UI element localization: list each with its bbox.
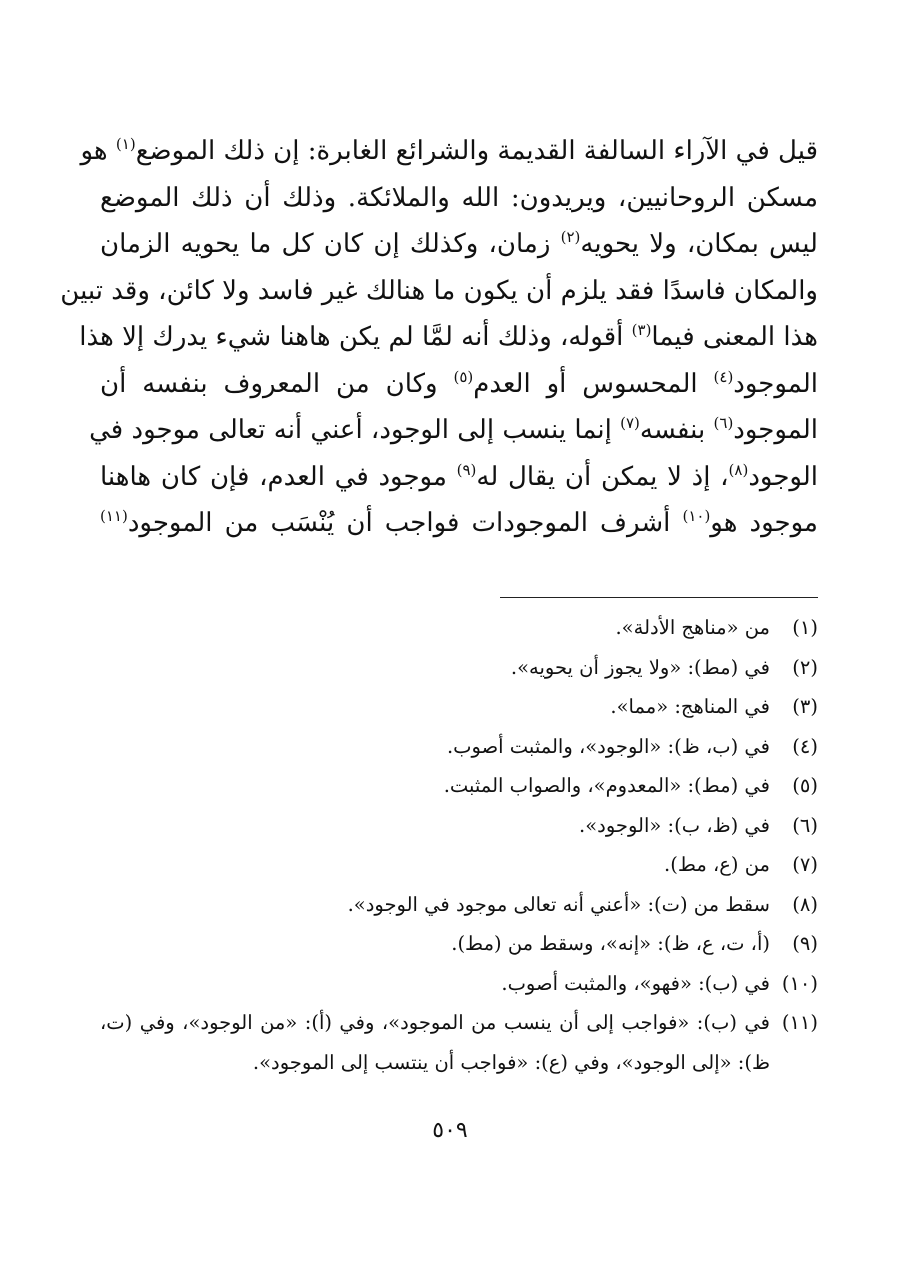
footnote-number: (١٠) xyxy=(781,971,818,995)
footnote-ref: (١) xyxy=(115,135,136,153)
footnote-ref: (٨) xyxy=(728,460,749,479)
footnote xyxy=(100,928,818,968)
text-run: مسكن الروحانيين، ويريدون: الله والملائكة. وذلك أن ذلك الموضع xyxy=(100,182,818,213)
text-run: ، إذ لا يمكن أن يقال له xyxy=(476,461,729,492)
footnote-text: في (مط): «المعدوم»، والصواب المثبت. xyxy=(443,774,770,797)
text-run: الوجود xyxy=(748,461,818,492)
footnote-ref: (٢) xyxy=(560,228,581,246)
text-run: قيل في الآراء السالفة القديمة والشرائع الغابرة: إن ذلك الموضع xyxy=(135,136,818,166)
footnote-text: في (ب): «فهو»، والمثبت أصوب. xyxy=(501,971,770,995)
footnote xyxy=(100,691,818,731)
text-line xyxy=(100,221,818,268)
footnote xyxy=(100,889,818,929)
page-number: ٥٠٩ xyxy=(432,1118,468,1143)
footnote-text: سقط من (ت): «أعني أنه تعالى موجود في الوجود». xyxy=(347,892,770,916)
footnote-number: (٥) xyxy=(792,774,818,797)
footnote-number: (١) xyxy=(792,616,818,639)
footnotes xyxy=(100,612,818,1083)
text-run: هذا المعنى فيما xyxy=(651,322,818,352)
footnote-text: في (ظ، ب): «الوجود». xyxy=(579,813,770,837)
text-line xyxy=(80,128,818,175)
footnote-number: (١١) xyxy=(781,1011,818,1034)
footnote xyxy=(100,1007,818,1083)
footnote xyxy=(100,731,818,771)
main-text xyxy=(60,128,818,547)
footnote-ref: (١٠) xyxy=(682,507,711,525)
text-line xyxy=(89,407,818,454)
footnote-text: في المناهج: «مما». xyxy=(610,695,770,718)
footnote-text: من «مناهج الأدلة». xyxy=(615,616,770,639)
footnote xyxy=(100,770,818,810)
footnote-text: في (ب): «فواجب إلى أن ينسب من الموجود»، وفي (أ): «من الوجود»، وفي (ت، ظ): «إلى الوجود»، وفي (ع): «فواجب أن ينتسب إلى الموجود». xyxy=(100,1011,770,1074)
text-run: موجود في العدم، فإن كان هاهنا xyxy=(100,461,457,492)
footnote-ref: (٣) xyxy=(631,321,652,339)
footnote-number: (٣) xyxy=(792,695,818,718)
footnote-number: (٩) xyxy=(792,932,818,955)
text-run: بنفسه xyxy=(639,415,714,445)
text-run: المحسوس أو العدم xyxy=(473,368,714,399)
footnote-number: (٤) xyxy=(792,734,818,758)
text-line xyxy=(60,268,818,315)
footnote xyxy=(100,810,818,850)
text-line xyxy=(100,175,818,222)
text-run: أقوله، وذلك أنه لمَّا لم يكن هاهنا شيء يدرك إلا هذا xyxy=(79,322,632,352)
footnote-ref: (٥) xyxy=(453,367,474,386)
footnote-number: (٢) xyxy=(792,655,818,679)
text-run: زمان، وكذلك إن كان كل ما يحويه الزمان xyxy=(100,229,561,259)
text-line xyxy=(100,500,818,547)
footnote xyxy=(100,849,818,889)
footnote-text: في (ب، ظ): «الوجود»، والمثبت أصوب. xyxy=(446,734,770,758)
footnote-number: (٧) xyxy=(792,853,818,876)
footnote xyxy=(100,968,818,1008)
text-line xyxy=(100,361,818,408)
text-run: موجود هو xyxy=(710,508,818,538)
footnote-text: (أ، ت، ع، ظ): «إنه»، وسقط من (مط). xyxy=(451,932,770,955)
footnote-ref: (٧) xyxy=(620,414,640,432)
text-line xyxy=(79,314,818,361)
footnote xyxy=(100,612,818,652)
text-run: ليس بمكان، ولا يحويه xyxy=(580,229,818,259)
footnote-ref: (١١) xyxy=(100,507,128,525)
text-run: هو xyxy=(80,136,116,166)
text-run: وكان من المعروف بنفسه أن xyxy=(100,368,454,399)
footnote-text: من (ع، مط). xyxy=(664,853,770,876)
footnote-ref: (٦) xyxy=(713,414,734,432)
text-run: أشرف الموجودات فواجب أن يُنْسَب من الموجود xyxy=(127,508,683,538)
text-line xyxy=(100,454,818,501)
text-run: إنما ينسب إلى الوجود، أعني أنه تعالى موجود في xyxy=(89,415,621,445)
footnote-ref: (٩) xyxy=(456,460,477,479)
footnote-number: (٦) xyxy=(792,813,818,837)
footnote-text: في (مط): «ولا يجوز أن يحويه». xyxy=(510,655,770,679)
footnote-divider xyxy=(500,597,818,598)
footnote-number: (٨) xyxy=(792,892,818,916)
text-run: الموجود xyxy=(733,415,818,445)
footnote-ref: (٤) xyxy=(713,367,734,386)
text-run: والمكان فاسدًا فقد يلزم أن يكون ما هنالك غير فاسد ولا كائن، وقد تبين xyxy=(60,275,818,306)
footnote xyxy=(100,652,818,692)
text-run: الموجود xyxy=(733,368,818,399)
